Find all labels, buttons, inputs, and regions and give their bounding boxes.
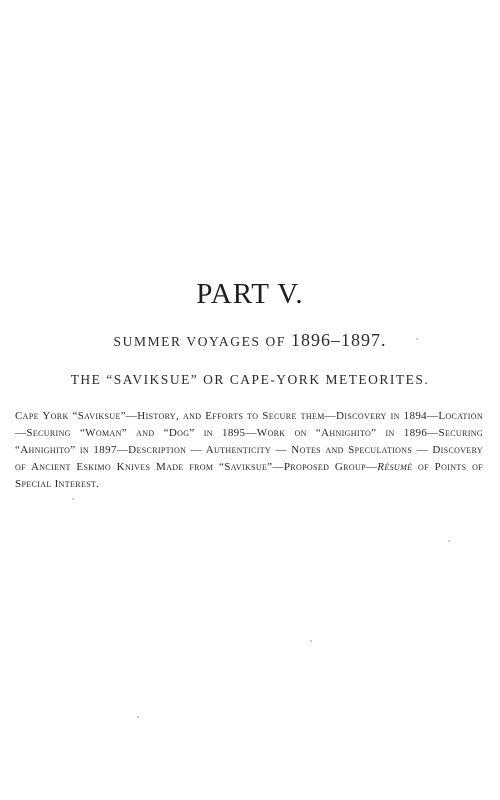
subtitle-years: 1896–1897. — [290, 330, 387, 350]
paper-speck — [72, 498, 74, 500]
paper-speck — [310, 640, 312, 642]
synopsis-ending: of Points of Special Interest. — [15, 461, 483, 490]
paper-speck — [137, 716, 139, 718]
synopsis-resume-word: Résumé — [377, 461, 413, 473]
paper-speck — [416, 338, 418, 340]
section-subtitle — [0, 330, 500, 351]
synopsis-text: Cape York “Saviksue”—History, and Efforts to Secure them—Discovery in 1894—Location—Securing “Woman” and “Dog” in 1895—Work on “Ahnighito” in 1896—Securing “Ahnighito” in 1897—Description — Authenticity — Notes and Speculations — Discovery of Ancient Eskimo Knives Made from “Saviksue”—Proposed Group— — [15, 410, 483, 473]
paper-speck — [448, 540, 450, 542]
part-title: PART V. — [196, 278, 304, 310]
chapter-synopsis — [15, 408, 483, 493]
subtitle-text: SUMMER VOYAGES OF — [113, 334, 286, 349]
chapter-heading: THE “SAVIKSUE” OR CAPE-YORK METEORITES. — [70, 372, 430, 387]
